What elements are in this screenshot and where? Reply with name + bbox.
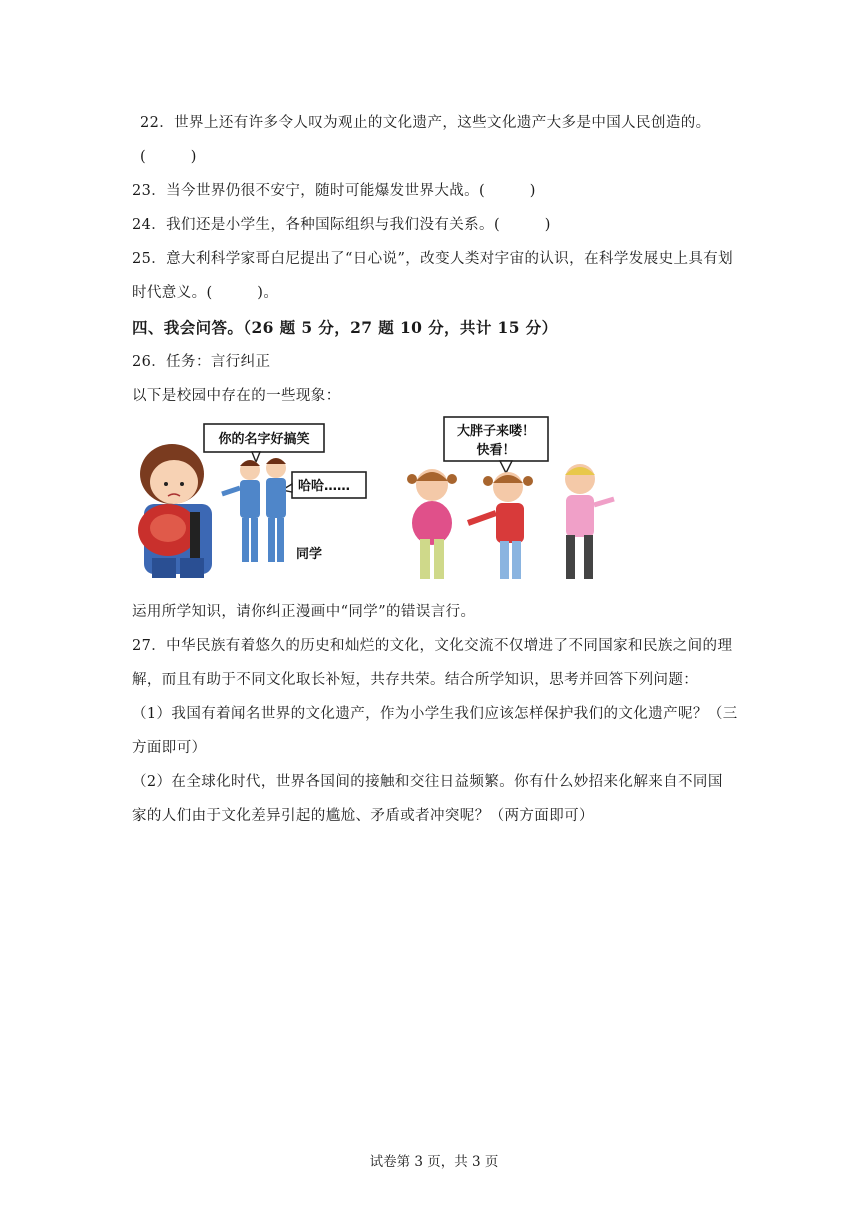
comic-right-illustration: [400, 415, 625, 587]
question-27-line1: 27．中华民族有着悠久的历史和灿烂的文化，文化交流不仅增进了不同国家和民族之间的理: [132, 638, 733, 654]
comic-left-bubble1-tail: [252, 452, 260, 462]
question-26-intro: 以下是校园中存在的一些现象：: [132, 388, 341, 404]
question-26-prompt: 运用所学知识，请你纠正漫画中“同学”的错误言行。: [132, 604, 476, 620]
question-25-line2: 时代意义。( )。: [132, 285, 279, 301]
question-27-1-line2: 方面即可）: [132, 740, 207, 756]
question-27-line2: 解，而且有助于不同文化取长补短，共存共荣。结合所学知识，思考并回答下列问题：: [132, 672, 699, 688]
laughing-girl-figure: [565, 464, 614, 579]
teased-girl-figure: [407, 469, 457, 579]
comic-left-illustration: [132, 418, 372, 583]
comic-left-bubble1-text: 你的名字好搞笑: [218, 432, 310, 447]
question-24: 24．我们还是小学生，各种国际组织与我们没有关系。( ): [132, 217, 551, 233]
question-23: 23．当今世界仍很不安宁，随时可能爆发世界大战。( ): [132, 183, 536, 199]
question-27-2-line2: 家的人们由于文化差异引起的尴尬、矛盾或者冲突呢？（两方面即可）: [132, 808, 594, 824]
comic-right-bubble-line1: 大胖子来喽！: [456, 424, 536, 439]
comic-left-classmate-label: 同学: [296, 547, 323, 562]
classmates-figures: [222, 458, 286, 562]
question-27-2-line1: （2）在全球化时代，世界各国间的接触和交往日益频繁。你有什么妙招来化解来自不同国: [132, 774, 723, 790]
question-22-line1: 22．世界上还有许多令人叹为观止的文化遗产，这些文化遗产大多是中国人民创造的。: [140, 115, 711, 131]
question-22-answer-blank: ( ): [140, 149, 197, 165]
question-25-line1: 25．意大利科学家哥白尼提出了“日心说”，改变人类对宇宙的认识，在科学发展史上具有划: [132, 251, 734, 267]
question-27-1-line1: （1）我国有着闻名世界的文化遗产，作为小学生我们应该怎样保护我们的文化遗产呢？（三: [132, 706, 738, 722]
sad-boy-figure: [138, 444, 212, 578]
comic-right-bubble-tail: [500, 461, 512, 473]
page-footer: 试卷第 3 页，共 3 页: [369, 1154, 499, 1170]
question-26-task: 26．任务：言行纠正: [132, 354, 271, 370]
comic-right-bubble-line2: 快看！: [476, 443, 516, 458]
comic-left-bubble2-text: 哈哈……: [298, 479, 351, 494]
section-4-heading: 四、我会问答。（26 题 5 分，27 题 10 分，共计 15 分）: [132, 318, 558, 337]
pointing-girl-figure: [468, 472, 533, 579]
